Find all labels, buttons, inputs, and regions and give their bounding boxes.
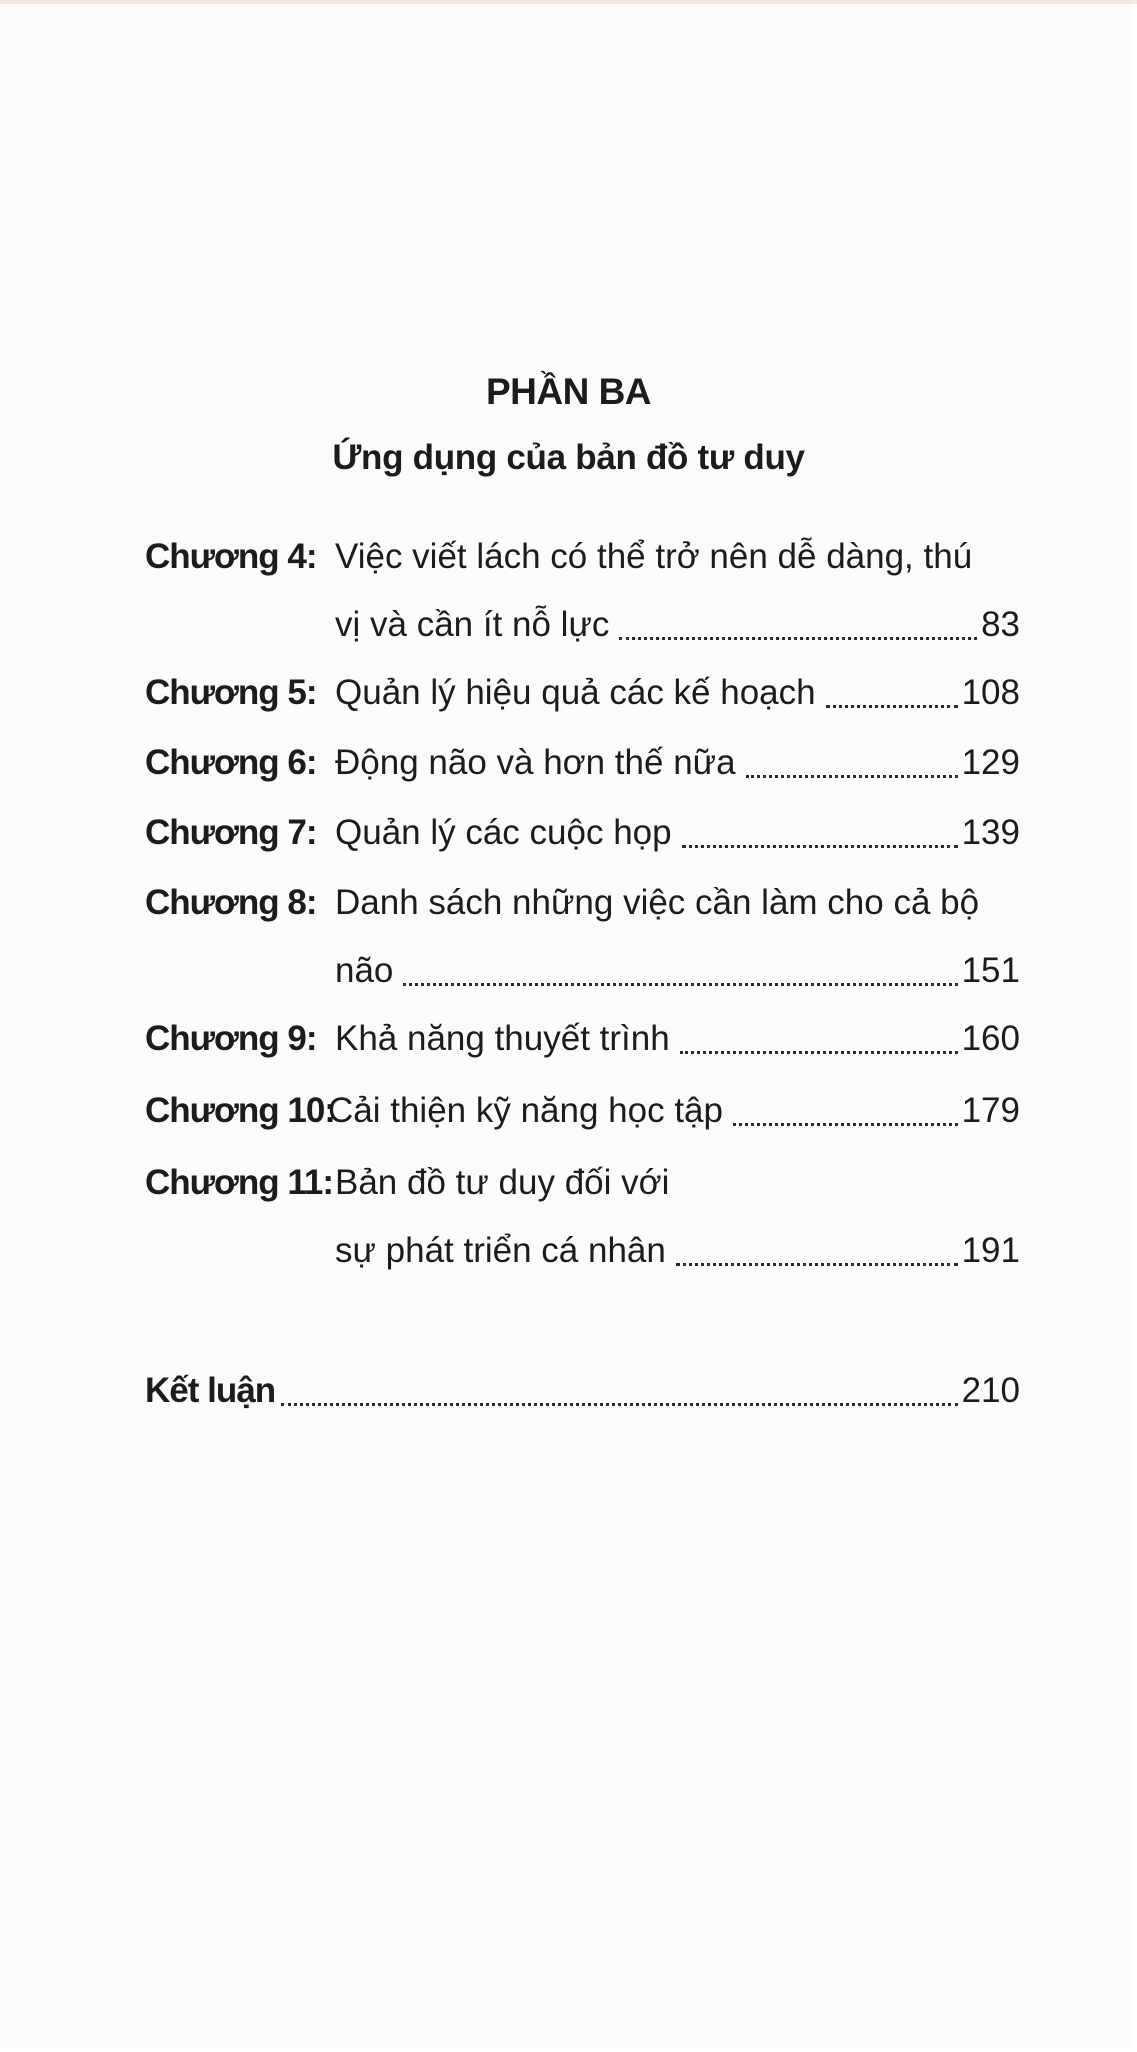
page-number: 108 bbox=[961, 673, 1020, 712]
toc-entry-chapter-9 bbox=[145, 1016, 1020, 1086]
chapter-title: Cải thiện kỹ năng học tập bbox=[328, 1091, 723, 1130]
page-number: 191 bbox=[961, 1231, 1020, 1270]
toc-entry-chapter-7 bbox=[145, 810, 1020, 880]
toc-line bbox=[335, 670, 1020, 716]
toc-line bbox=[335, 1016, 1020, 1062]
part-subtitle: Ứng dụng của bản đồ tư duy bbox=[332, 438, 805, 477]
chapter-title: Việc viết lách có thể trở nên dễ dàng, thú bbox=[335, 537, 973, 576]
chapter-label: Chương 5: bbox=[145, 673, 317, 712]
chapter-title: Quản lý hiệu quả các kế hoạch bbox=[335, 673, 816, 712]
chapter-label: Chương 8: bbox=[145, 883, 317, 922]
chapter-title: Bản đồ tư duy đối với bbox=[335, 1163, 670, 1202]
toc-line bbox=[335, 1228, 1020, 1274]
chapter-title: Động não và hơn thế nữa bbox=[335, 743, 736, 782]
dot-leader bbox=[281, 1402, 958, 1406]
dot-leader bbox=[746, 774, 958, 778]
toc-entry-chapter-10 bbox=[145, 1088, 1020, 1158]
dot-leader bbox=[676, 1262, 958, 1266]
part-title: PHẦN BA bbox=[485, 371, 652, 412]
toc-line bbox=[335, 1160, 1020, 1206]
toc-line bbox=[335, 880, 1020, 926]
dot-leader bbox=[826, 704, 958, 708]
page-number: 179 bbox=[961, 1091, 1020, 1130]
toc-line bbox=[328, 1088, 1020, 1134]
chapter-label: Chương 7: bbox=[145, 813, 317, 852]
chapter-title-continued: vị và cần ít nỗ lực bbox=[335, 605, 610, 644]
page-number: 139 bbox=[961, 813, 1020, 852]
dot-leader bbox=[682, 844, 958, 848]
toc-entry-chapter-8 bbox=[145, 880, 1020, 1020]
toc-line bbox=[335, 810, 1020, 856]
dot-leader bbox=[680, 1050, 958, 1054]
chapter-title-continued: não bbox=[335, 951, 394, 990]
toc-entry-chapter-4 bbox=[145, 534, 1020, 674]
chapter-label: Chương 9: bbox=[145, 1019, 317, 1058]
chapter-label: Chương 11: bbox=[145, 1163, 334, 1202]
toc-entry-chapter-6 bbox=[145, 740, 1020, 810]
toc-line bbox=[335, 948, 1020, 994]
chapter-title: Khả năng thuyết trình bbox=[335, 1019, 670, 1058]
toc-line bbox=[335, 740, 1020, 786]
page-number: 83 bbox=[981, 605, 1020, 644]
dot-leader bbox=[403, 982, 957, 986]
chapter-title-continued: sự phát triển cá nhân bbox=[335, 1231, 666, 1270]
toc-entry-chapter-5 bbox=[145, 670, 1020, 740]
dot-leader bbox=[733, 1122, 958, 1126]
page-number: 151 bbox=[961, 951, 1020, 990]
toc-entry-conclusion bbox=[145, 1368, 1020, 1414]
chapter-title: Danh sách những việc cần làm cho cả bộ bbox=[335, 883, 980, 922]
page-edge bbox=[1131, 4, 1137, 2052]
chapter-title: Quản lý các cuộc họp bbox=[335, 813, 672, 852]
page-number: 160 bbox=[961, 1019, 1020, 1058]
dot-leader bbox=[619, 636, 977, 640]
chapter-label: Chương 4: bbox=[145, 537, 317, 576]
toc-entry-chapter-11 bbox=[145, 1160, 1020, 1300]
toc-line bbox=[335, 534, 1020, 580]
page-number: 129 bbox=[961, 743, 1020, 782]
conclusion-label: Kết luận bbox=[145, 1371, 276, 1410]
page-number: 210 bbox=[961, 1371, 1020, 1410]
chapter-label: Chương 6: bbox=[145, 743, 317, 782]
toc-line bbox=[335, 602, 1020, 648]
chapter-label: Chương 10: bbox=[145, 1091, 335, 1130]
